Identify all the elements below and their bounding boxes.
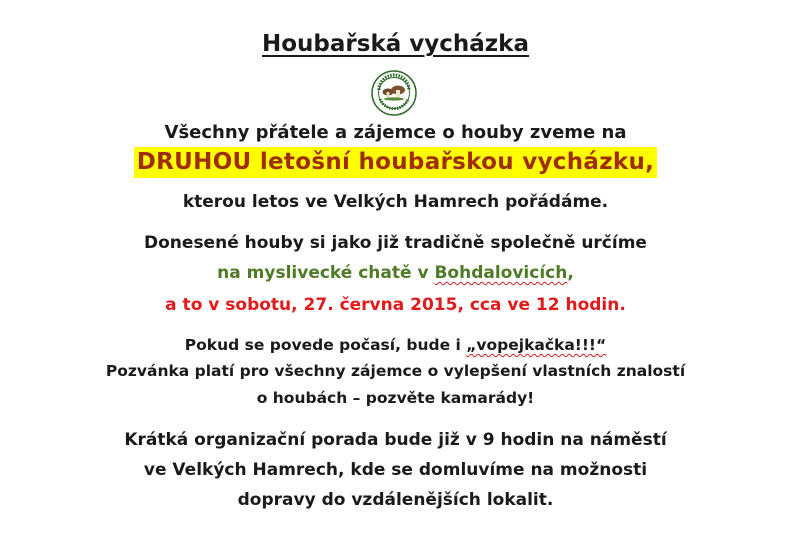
meeting-place-line: ve Velkých Hamrech, kde se domluvíme na možnosti (143, 460, 648, 480)
weather-prefix: Pokud se povede počasí, bude i (184, 336, 467, 354)
friends-line: o houbách – pozvěte kamarády! (256, 389, 535, 407)
location-suffix: , (567, 263, 574, 283)
location-line (0, 263, 791, 283)
weather-line (0, 336, 791, 354)
document-title: Houbařská vycházka (262, 31, 529, 57)
meeting-line: Krátká organizační porada bude již v 9 hodin na náměstí (124, 430, 667, 450)
location-place: Bohdalovicích (434, 263, 568, 283)
location-prefix: na myslivecké chatě v (217, 263, 435, 283)
mushroom-club-seal-icon (371, 70, 417, 116)
transport-line: dopravy do vzdálenějších lokalit. (237, 490, 554, 510)
organize-line: kterou letos ve Velkých Hamrech pořádáme. (182, 192, 609, 212)
weather-word: „vopejkačka!!!“ (466, 336, 607, 354)
invite-line: Pozvánka platí pro všechny zájemce o vylepšení vlastních znalostí (105, 362, 686, 380)
identify-line: Donesené houby si jako již tradičně společně určíme (144, 233, 647, 253)
highlight-line (0, 149, 791, 175)
intro-line: Všechny přátele a zájemce o houby zveme na (164, 122, 627, 143)
highlighted-event-name: DRUHOU letošní houbařskou vycházku, (134, 147, 657, 178)
date-line: a to v sobotu, 27. června 2015, cca ve 12 hodin. (165, 295, 626, 315)
